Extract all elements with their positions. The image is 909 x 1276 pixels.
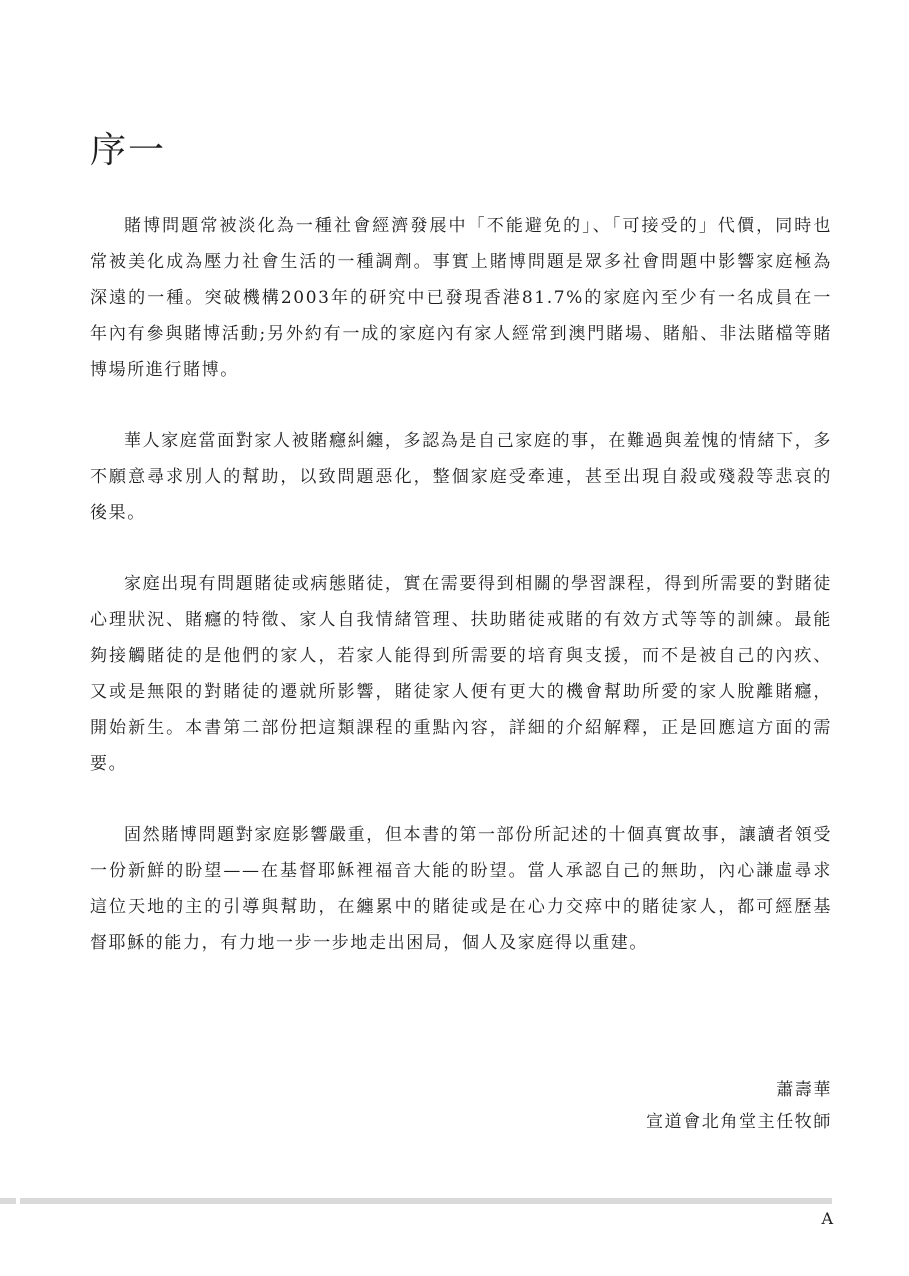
footer-divider-left — [0, 1198, 16, 1204]
signature-block — [646, 1074, 832, 1138]
paragraph-4: 固然賭博問題對家庭影響嚴重，但本書的第一部份所記述的十個真實故事，讓讀者領受一份新鮮的盼望——在基督耶穌裡福音大能的盼望。當人承認自己的無助，內心謙虛尋求這位天地的主的引導與幫助，在纏累中的賭徒或是在心力交瘁中的賭徒家人，都可經歷基督耶穌的能力，有力地一步一步地走出困局，個人及家庭得以重建。 — [90, 825, 832, 953]
page-title: 序一 — [90, 130, 167, 171]
page-number: A — [821, 1209, 833, 1228]
paragraph-1: 賭博問題常被淡化為一種社會經濟發展中「不能避免的」、「可接受的」代價，同時也常被美化成為壓力社會生活的一種調劑。事實上賭博問題是眾多社會問題中影響家庭極為深遠的一種。突破機構2003年的研究中已發現香港81.7%的家庭內至少有一名成員在一年內有參與賭博活動;另外約有一成的家庭內有家人經常到澳門賭場、賭船、非法賭檔等賭博場所進行賭博。 — [90, 216, 832, 380]
paragraph-2: 華人家庭當面對家人被賭癮糾纏，多認為是自己家庭的事，在難過與羞愧的情緒下，多不願意尋求別人的幫助，以致問題惡化，整個家庭受牽連，甚至出現自殺或殘殺等悲哀的後果。 — [90, 431, 832, 523]
preface-body — [90, 208, 832, 961]
signature-name: 蕭壽華 — [776, 1080, 832, 1100]
paragraph-3: 家庭出現有問題賭徒或病態賭徒，實在需要得到相關的學習課程，得到所需要的對賭徒心理狀況、賭癮的特徵、家人自我情緒管理、扶助賭徒戒賭的有效方式等等的訓練。最能夠接觸賭徒的是他們的家人，若家人能得到所需要的培育與支援，而不是被自己的內疚、又或是無限的對賭徒的遷就所影響，賭徒家人便有更大的機會幫助所愛的家人脫離賭癮，開始新生。本書第二部份把這類課程的重點內容，詳細的介紹解釋，正是回應這方面的需要。 — [90, 574, 832, 774]
footer-divider — [20, 1198, 832, 1204]
signature-title: 宣道會北角堂主任牧師 — [646, 1112, 832, 1132]
